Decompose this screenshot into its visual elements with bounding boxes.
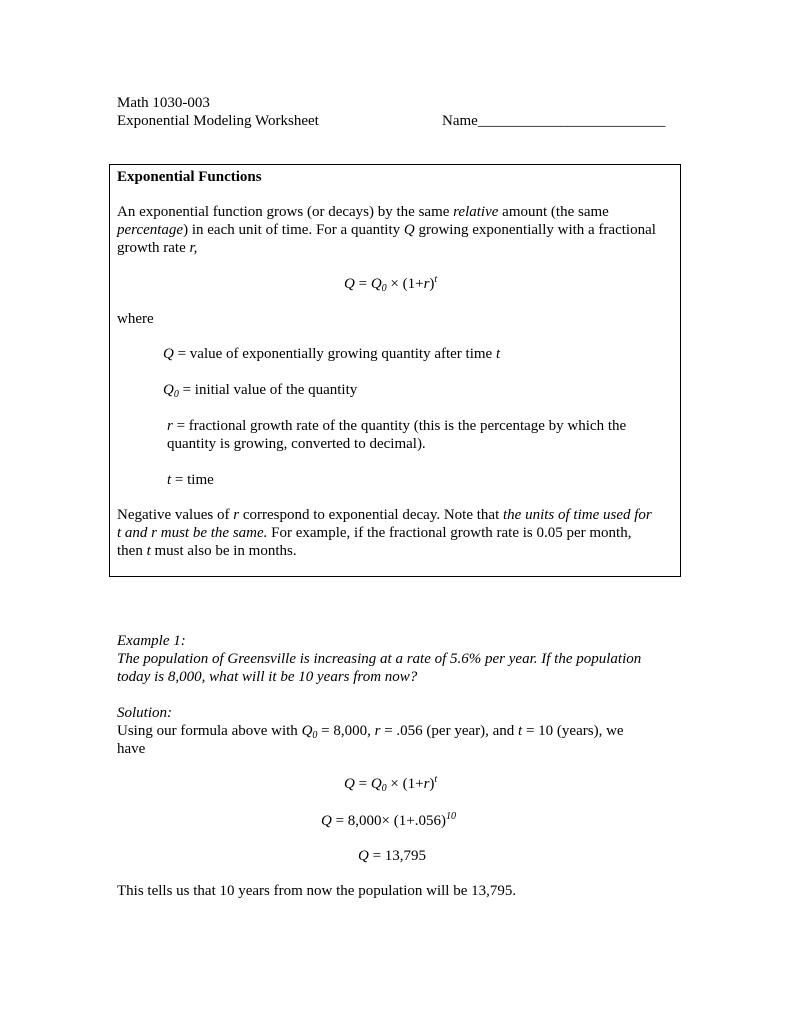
intro-line-3: growth rate r,: [117, 240, 198, 256]
conclusion-text: This tells us that 10 years from now the population will be 13,795.: [117, 883, 517, 899]
worksheet-title: Exponential Modeling Worksheet: [117, 113, 319, 129]
note-line-1: Negative values of r correspond to exponential decay. Note that the units of time used for: [117, 507, 652, 523]
where-label: where: [117, 311, 154, 327]
solution-line-1: Using our formula above with $Q_0 = 8,000$, r = .056 (per year), and t = 10 (years), we: [117, 723, 624, 741]
example-label: Example 1:: [117, 633, 186, 649]
solution-substitution: $Q = 8,000\times (1+.056)^{10}$: [321, 811, 456, 829]
solution-formula: $Q = Q_0 \times (1+r)^t$: [344, 774, 438, 794]
definition-t: t = time: [167, 472, 214, 488]
solution-result: Q = 13,795: [358, 848, 427, 864]
name-field-label: Name_________________________: [442, 113, 666, 129]
definition-r: r = fractional growth rate of the quantity (this is the percentage by which the: [167, 418, 627, 434]
definition-q0: $Q_0$ = initial value of the quantity: [163, 382, 358, 400]
definition-q: Q = value of exponentially growing quantity after time t: [163, 346, 501, 362]
note-line-3: then t must also be in months.: [117, 543, 297, 559]
intro-line-1: An exponential function grows (or decays) by the same relative amount (the same: [117, 204, 609, 220]
course-code: Math 1030-003: [117, 95, 210, 111]
definition-r-continued: quantity is growing, converted to decimal).: [167, 436, 426, 452]
note-line-2: t and r must be the same. For example, if the fractional growth rate is 0.05 per month,: [117, 525, 632, 541]
example-question-line-2: today is 8,000, what will it be 10 years from now?: [117, 669, 418, 685]
intro-line-2: percentage) in each unit of time. For a quantity Q growing exponentially with a fractional: [117, 222, 656, 238]
solution-line-2: have: [117, 741, 146, 757]
box-heading: Exponential Functions: [117, 169, 262, 185]
solution-label: Solution:: [117, 705, 172, 721]
growth-formula: $Q = Q_0 \times (1+r)^t$: [344, 274, 438, 294]
example-question-line-1: The population of Greensville is increasing at a rate of 5.6% per year. If the population: [117, 651, 642, 667]
